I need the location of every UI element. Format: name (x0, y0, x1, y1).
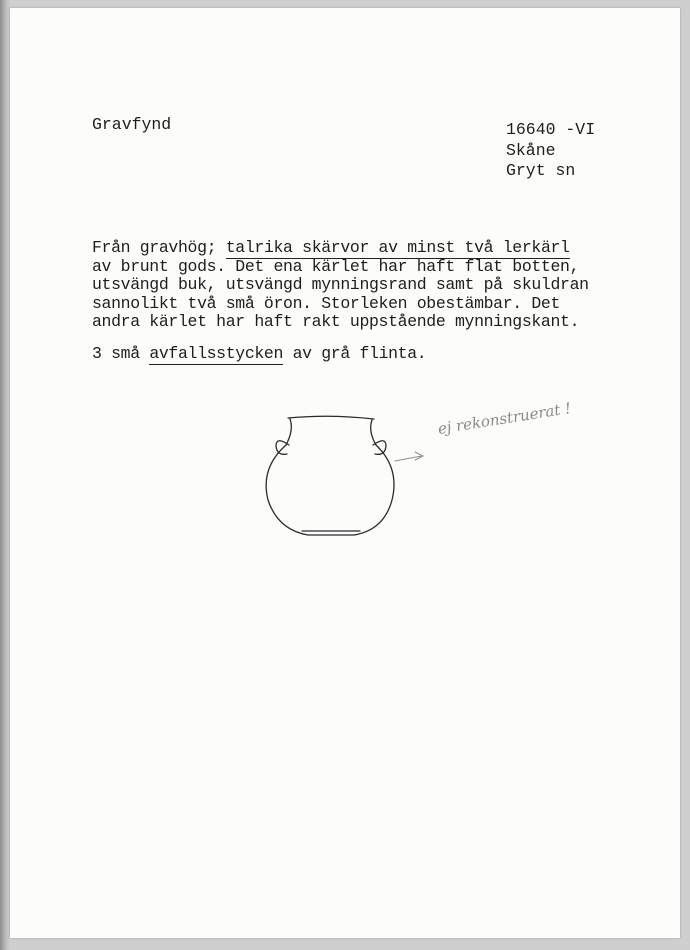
description-line-2: av brunt gods. Det ena kärlet har haft flat botten, (92, 256, 580, 276)
underlined-phrase-sherds: talrika skärvor av minst två lerkärl (225, 238, 570, 257)
catalog-number: 16640 -VI (506, 120, 596, 139)
annotation-arrow-icon (395, 452, 423, 461)
region: Skåne (506, 140, 556, 160)
flint-note-start: 3 små (92, 344, 150, 363)
pot-sketch-icon (266, 416, 394, 535)
card-title: Gravfynd (92, 115, 172, 134)
catalog-card (10, 8, 680, 938)
parish: Gryt sn (506, 161, 576, 180)
description-line-1-start: Från gravhög; (92, 238, 226, 257)
flint-note (92, 345, 426, 364)
description-line-3: utsvängd buk, utsvängd mynningsrand samt på skuldran (92, 275, 589, 295)
description-line-4: sannolikt två små öron. Storleken obestämbar. Det (92, 293, 561, 313)
underlined-phrase-waste-pieces: avfallsstycken (149, 344, 284, 363)
description-line-1 (92, 239, 589, 258)
flint-note-end: av grå flinta. (283, 344, 427, 363)
handwritten-annotation: ej rekonstruerat ! (436, 399, 573, 438)
find-description (92, 239, 589, 332)
description-line-5: andra kärlet har haft rakt uppstående mynningskant. (92, 312, 580, 332)
card-meta (506, 120, 595, 182)
